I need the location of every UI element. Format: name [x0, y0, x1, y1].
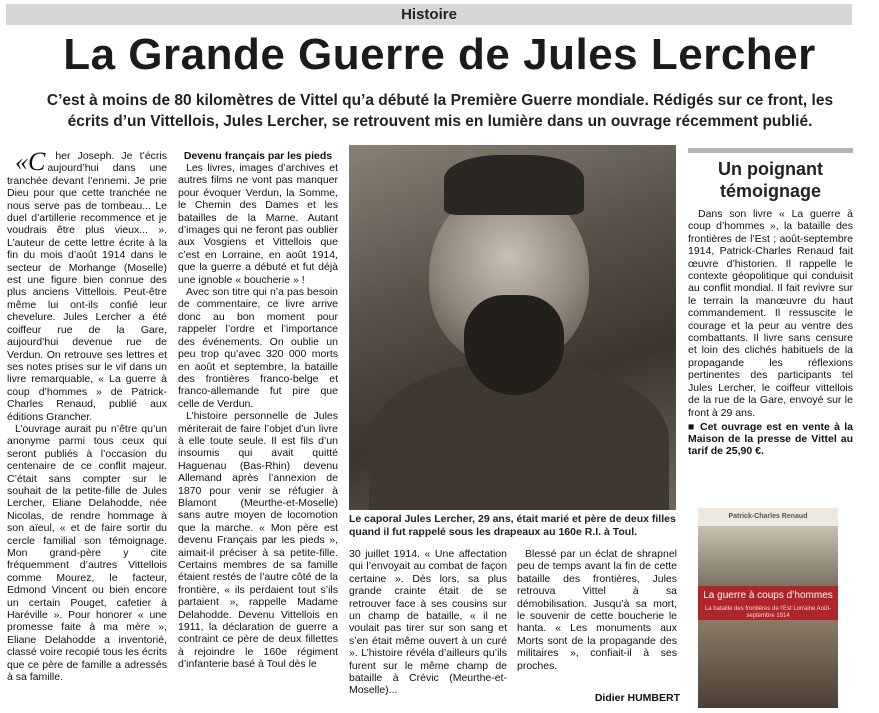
column-1-paragraph-1: her Joseph. Je t’écris aujourd’hui dans une tranchée devant l’ennemi. Je prie Dieu pour que cette tranchée ne nous serve pas de tombeau... Le duel d’artillerie recommence et je voudrais être plus vieux... ». L’auteur de cette lettre écrite à la fin du mois d’août 1914 dans le secteur de Morhange (Moselle) est une figure bien connue des plus anciens Vittellois. Peut-être même lui ont-ils confié leur chevelure. Jules Lercher a été coiffeur rue de la Gare, aujourd’hui devenue rue de Verdun. On retrouve ses lettres et ses notes prises sur le vif dans un livre remarquable, « La guerre à coup d’hommes » de Patrick-Charles Renaud, publié aux éditions Grancher. [7, 150, 167, 423]
article-column-3 [349, 548, 507, 708]
column-3-paragraph: 30 juillet 1914. « Une affectation qui l’envoyait au combat de façon certaine ». Dès lors, sa plus grande crainte était de se retrouver face à ses cousins sur un champ de bataille, « il ne voulait pas tirer sur son sang et s’en était même ouvert à un curé ». L’histoire révéla d’ailleurs qu’ils furent sur le même champ de bataille à Crévic (Meurthe-et-Moselle)... [349, 548, 507, 697]
column-subheading: Devenu français par les pieds [183, 150, 333, 162]
column-2-paragraph-3: L’histoire personnelle de Jules mériterait de faire l’objet d’un livre à elle toute seule. Il est fils d’un insoumis qui avait quitté Haguenau (Bas-Rhin) devenu Allemand après l’annexion de 1870 pour venir se réfugier à Blamont (Meurthe-et-Moselle) sans autre moyen de locomotion que la marche. « Mon père est devenu Français par les pieds », aimait-il préciser à sa petite-fille. Certains membres de sa famille étaient restés de l’autre côté de la frontière, « ils perdaient tout s’ils partaient », rappelle Madame Delahodde. Devenu Vittellois en 1911, la déclaration de guerre a contraint ce père de deux fillettes à rejoindre le 160e régiment d’infanterie basé à Toul dès le [178, 410, 338, 671]
drop-cap: «C [15, 150, 46, 176]
article-headline: La Grande Guerre de Jules Lercher [63, 30, 816, 79]
article-column-4 [517, 548, 677, 708]
sidebar-top-rule [688, 148, 853, 153]
book-cover-image-bottom [698, 620, 838, 708]
book-title: La guerre à coups d’hommes [698, 586, 838, 606]
photo-cap-shape [444, 155, 584, 215]
sidebar-promo: ■ Cet ouvrage est en vente à la Maison de la presse de Vittel au tarif de 25,90 €. [688, 420, 853, 458]
photo-beard-shape [464, 295, 564, 395]
article-lead: C’est à moins de 80 kilomètres de Vittel qu’a débuté la Première Guerre mondiale. Rédigés sur ce front, les écrits d’un Vittellois, Jules Lercher, se retrouvent mis en lumière dans un ouvrage récemment publié. [46, 92, 834, 130]
section-rubric: Histoire [6, 4, 852, 25]
sidebar-paragraph: Dans son livre « La guerre à coup d’hommes », la bataille des frontières de l’Est ; août-septembre 1914, Patrick-Charles Renaud fait œuvre d’historien. Il rappelle le contexte géopolitique qui conduisit au conflit mondial. Il fait revivre sur le terrain la manœuvre du haut commandement. Il ressuscite le courage et la peur au ventre des combattants. Il livre sans censure et loin des clichés habituels de la propagande les réflexions pertinentes des participants tel Jules Lercher, le coiffeur vittellois de la rue de la Gare, envoyé sur le front à 29 ans. [688, 208, 853, 419]
portrait-photo [349, 145, 676, 510]
sidebar-box [688, 148, 853, 708]
book-author: Patrick-Charles Renaud [698, 508, 838, 526]
sidebar-title: Un poignant témoignage [718, 159, 823, 201]
column-1-paragraph-2: L’ouvrage aurait pu n’être qu’un anonyme parmi tous ceux qui seront publiés à l’occasion du centenaire de ce conflit majeur. C’était sans compter sur le souhait de la petite-fille de Jules Lercher, Eliane Delahodde, née Nicolas, de rendre hommage à son aïeul, « et de faire sortir du cercle familial son témoignage. Mon grand-père y cite fréquemment d’autres Vittellois comme Mourez, le facteur, Edmond Vincent ou bien encore un certain Pouget, cafetier à Haréville ». Pour honorer « une promesse faite à ma mère », Eliane Delahodde a inventorié, classé voire recopié tous les écrits que ce père de famille a adressés à sa famille. [7, 422, 167, 684]
book-cover [698, 508, 838, 708]
book-cover-image-top [698, 526, 838, 586]
column-2-paragraph-1: Les livres, images d’archives et autres films ne vont pas manquer pour évoquer Verdun, la Somme, le Chemin des Dames et les batailles de la Marne. Autant d’images qui ne feront pas oublier aux Vosgiens et Vittellois que c’est en Lorraine, en août 1914, que la guerre a débuté et fut déjà une ignoble « boucherie » ! [178, 162, 338, 286]
author-byline: Didier HUMBERT [594, 692, 680, 704]
column-4-paragraph: Blessé par un éclat de shrapnel peu de temps avant la fin de cette bataille des frontières, Jules retrouva Vittel à sa démobilisation. Jusqu’à sa mort, le souvenir de cette boucherie le hanta. « Les monuments aux Morts sont de la propagande des militaires », confiait-il à ses proches. [517, 548, 677, 672]
book-subtitle: La bataille des frontières de l’Est Lorraine Août-septembre 1914 [698, 606, 838, 620]
article-column-2 [178, 150, 338, 713]
photo-caption: Le caporal Jules Lercher, 29 ans, était marié et père de deux filles quand il fut rappelé sous les drapeaux au 160e R.I. à Toul. [349, 513, 676, 538]
column-2-paragraph-2: Avec son titre qui n’a pas besoin de commentaire, ce livre arrive donc au bon moment pour rappeler l’ordre et l’importance des événements. On oublie un peu trop qu’avec 320 000 morts en août et septembre, la bataille des frontières franco-belge et franco-allemande fut pire que celle de Verdun. [178, 286, 338, 410]
sidebar-text [688, 208, 853, 458]
article-column-1 [7, 150, 167, 713]
